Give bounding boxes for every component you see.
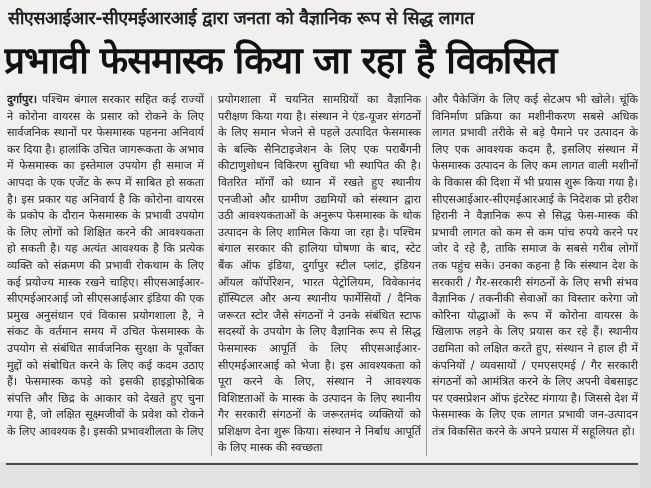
column-divider	[211, 96, 212, 456]
article-dateline: दुर्गापुर।	[7, 93, 38, 106]
column-divider	[426, 96, 427, 456]
article-headline: प्रभावी फेसमास्क किया जा रहा है विकसित	[4, 39, 557, 82]
page-bottom-strip	[0, 462, 651, 488]
page-edge-shadow	[640, 0, 651, 488]
article-column-2: प्रयोगशाला में चयनित सामग्रियों का वैज्ञानिक परीक्षण किया गया है। संस्थान ने एंड-यूजर संगठनों के लिए समान भेजने से पहले उत्पादित फेसमास्क के बल्कि सैनिटाइजेशन के लिए एक पराबैंगनी कीटाणुशोधन विकिरण सुविधा भी स्थापित की है। वितरित मॉर्गों को ध्यान में रखते हुए स्थानीय एनजीओ और ग्रामीण उद्यमियों को संस्थान द्वारा उठी आवश्यकताओं के अनुरूप फेसमास्क के थोक उत्पादन के लिए शामिल किया जा रहा है। पश्चिम बंगाल सरकार की हालिया घोषणा के बाद, स्टेट बैंक ऑफ इंडिया, दुर्गापुर स्टील प्लांट, इंडियन ऑयल कॉर्पोरेशन, भारत पेट्रोलियम, विवेकानंद हॉस्पिटल और अन्य स्थानीय फार्मेसियों / दैनिक जरूरत स्टोर जैसे संगठनों ने उनके संबंधित स्टाफ सदस्यों के उपयोग के लिए वैज्ञानिक रूप से सिद्ध फेसमास्क आपूर्ति के लिए सीएसआईआर-सीएमईआरआई को भेजा है। इस आवश्यकता को पूरा करने के लिए, संस्थान ने आवश्यक विशिष्टताओं के मास्क के उत्पादन के लिए स्थानीय गैर सरकारी संगठनों के जरूरतमंद व्यक्तियों को प्रशिक्षण देना शुरू किया। संस्थान ने निर्बाध आपूर्ति के लिए मास्क की स्वच्छता	[218, 93, 421, 455]
bottom-rule	[6, 463, 638, 465]
article-column-3: और पैकेजिंग के लिए कई सेटअप भी खोले। चूंकि विनिर्माण प्रक्रिया का मशीनीकरण सबसे अधिक लागत प्रभावी तरीके से बड़े पैमाने पर उत्पादन के लिए एक आवश्यक कदम है, इसलिए संस्थान में फेसमास्क उत्पादन के लिए कम लागत वाली मशीनों के विकास की दिशा में भी प्रयास शुरू किया गया है। सीएसआईआर-सीएमईआरआई के निदेशक प्रो हरीश हिरानी ने वैज्ञानिक रूप से सिद्ध फेस-मास्क की प्रभावी लागत को कम से कम पांच रुपये करने पर जोर दे रहे है, ताकि समाज के सबसे गरीब लोगों तक पहुंच सके। उनका कहना है कि संस्थान देश के सरकारी / गैर-सरकारी संगठनों के लिए सभी संभव वैज्ञानिक / तकनीकी सेवाओं का विस्तार करेगा जो कोरिना योद्धाओं के रूप में कोरोना वायरस के खिलाफ लड़ने के लिए प्रयास कर रहे हैं। स्थानीय उद्यमिता को लक्षित करते हुए, संस्थान ने हाल ही में कंपनियों / व्यवसायों / एमएसएमई / गैर सरकारी संगठनों को आमंत्रित करने के लिए अपनी वेबसाइट पर एक्सप्रेशन ऑफ इंटरेस्ट मंगाया है। जिससे देश में फेसमास्क के लिए एक लागत प्रभावी जन-उत्पादन तंत्र विकसित करने के अपने प्रयास में सहूलियत हो।	[432, 93, 638, 438]
article-column-1-text: पश्चिम बंगाल सरकार सहित कई राज्यों ने कोरोना वायरस के प्रसार को रोकने के लिए सार्वजनिक स्थानों पर फेसमास्क पहनना अनिवार्य कर दिया है। हालांकि उचित जागरूकता के अभाव में फेसमास्क का इस्तेमाल उपयोग ही समाज में आपदा के एक एजेंट के रूप में साबित हो सकता है। इस प्रकार यह अनिवार्य है कि कोरोना वायरस के प्रकोप के दौरान फेसमास्क के प्रभावी उपयोग के लिए लोगों को शिक्षित करने की आवश्यकता हो सकती है। यह अत्यंत आवश्यक है कि प्रत्येक व्यक्ति को संक्रमण की प्रभावी रोकथाम के लिए कई प्रयोज्य मास्क रखने चाहिए। सीएसआईआर-सीएमईआरआई जो सीएसआईआर इंडिया की एक प्रमुख अनुसंधान एवं विकास प्रयोगशाला है, ने संकट के वर्तमान समय में उचित फेसमास्क के उपयोग से संबंधित सार्वजनिक सुरक्षा के पूर्वोक्त मुद्दों को संबोधित करने के लिए कई कदम उठाए हैं। फेसमास्क कपड़े को इसकी हाइड्रोफोबिक संपत्ति और छिद्र के आकार को देखते हुए चुना गया है, जो लक्षित सूक्ष्मजीवों के प्रवेश को रोकने के लिए आवश्यक है। इसकी प्रभावशीलता के लिए	[7, 93, 204, 438]
article-kicker: सीएसआईआर-सीएमईआरआई द्वारा जनता को वैज्ञानिक रूप से सिद्ध लागत	[8, 9, 474, 29]
article-column-1	[7, 92, 204, 460]
